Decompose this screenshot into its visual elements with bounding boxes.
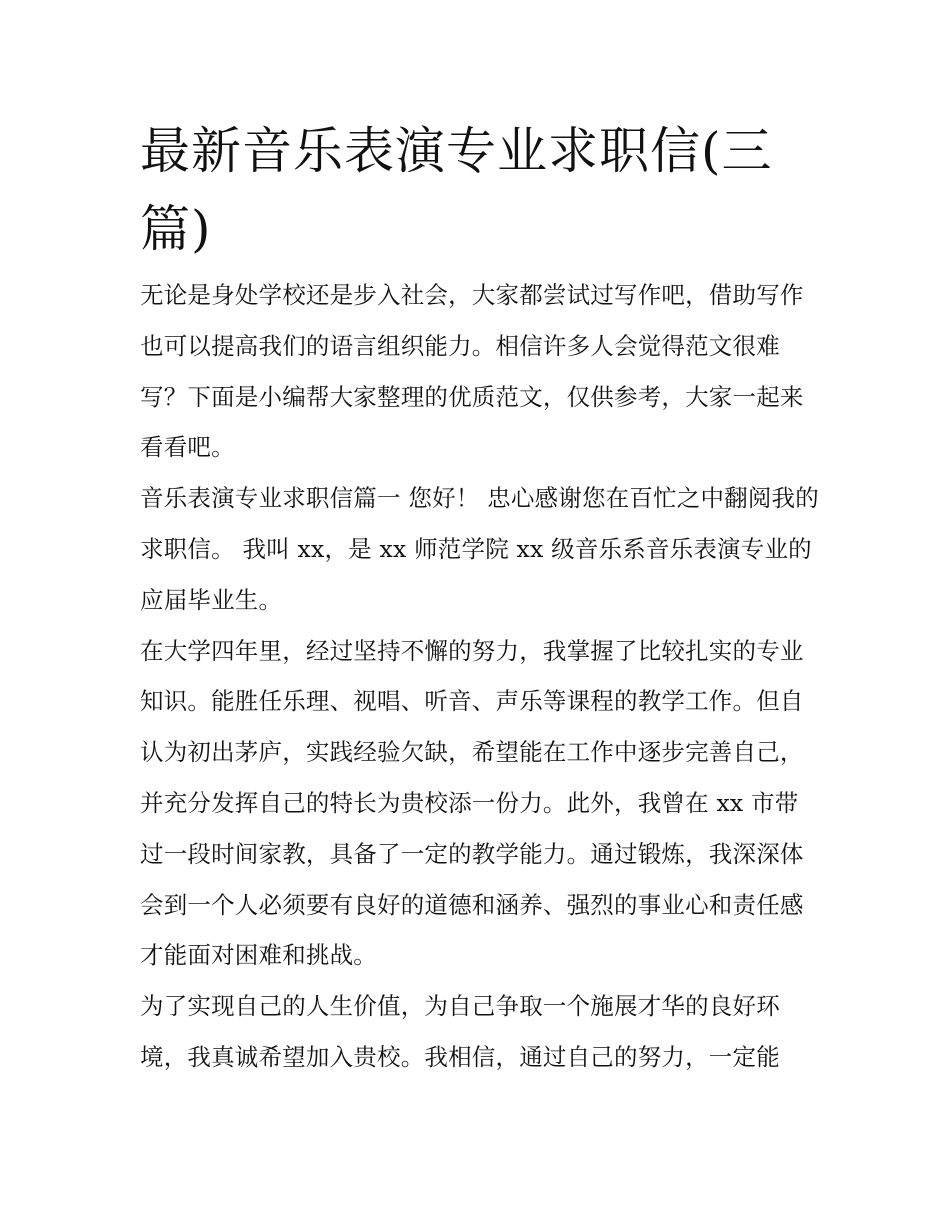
document-body — [140, 270, 820, 1083]
paragraph-goal: 为了实现自己的人生价值，为自己争取一个施展才华的良好环境，我真诚希望加入贵校。我相信，通过自己的努力，一定能 — [140, 992, 780, 1071]
paragraph-greeting: 音乐表演专业求职信篇一 您好！ 忠心感谢您在百忙之中翻阅我的求职信。 我叫 xx，是 xx 师范学院 xx 级音乐系音乐表演专业的应届毕业生。 — [140, 484, 819, 614]
paragraph-experience: 在大学四年里，经过坚持不懈的努力，我掌握了比较扎实的专业知识。能胜任乐理、视唱、听音、声乐等课程的教学工作。但自认为初出茅庐，实践经验欠缺，希望能在工作中逐步完善自己，并充分发挥自己的特长为贵校添一份力。此外，我曾在 xx 市带过一段时间家教，具备了一定的教学能力。通过锻炼，我深深体会到一个人必须要有良好的道德和涵养、强烈的事业心和责任感才能面对困难和挑战。 — [140, 636, 804, 970]
paragraph-intro: 无论是身处学校还是步入社会，大家都尝试过写作吧，借助写作也可以提高我们的语言组织能力。相信许多人会觉得范文很难写？下面是小编帮大家整理的优质范文，仅供参考，大家一起来看看吧。 — [140, 281, 804, 462]
document-title: 最新音乐表演专业求职信(三篇) — [140, 122, 773, 258]
